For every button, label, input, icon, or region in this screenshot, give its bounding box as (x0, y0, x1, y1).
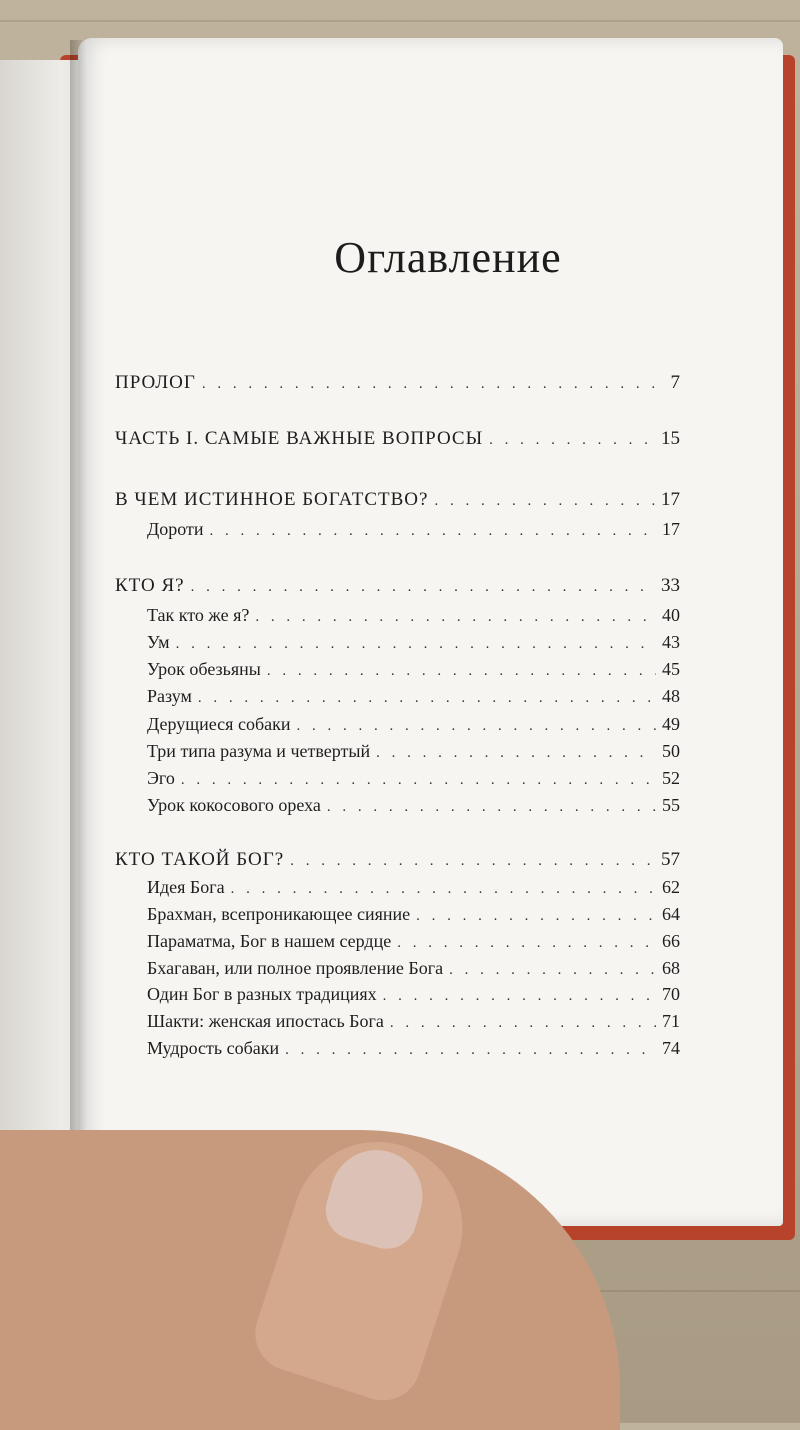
toc-entry-section (147, 632, 680, 653)
leader-dots (181, 772, 656, 789)
toc-entry-section (147, 877, 680, 898)
toc-entry-section (147, 768, 680, 789)
toc-entry-page: 33 (661, 575, 680, 596)
toc-entry-label: Дороти (147, 519, 204, 539)
book-gutter (70, 40, 86, 1225)
toc-entry-page: 48 (662, 686, 680, 706)
toc-entry-page: 17 (661, 489, 680, 510)
toc-entry-label: ПРОЛОГ (115, 372, 196, 393)
toc-entry-label: Параматма, Бог в нашем сердце (147, 931, 392, 951)
leader-dots (210, 523, 656, 540)
toc-entry-page: 43 (662, 632, 680, 652)
leader-dots (267, 663, 656, 680)
toc-entry-label: ЧАСТЬ I. САМЫЕ ВАЖНЫЕ ВОПРОСЫ (115, 428, 484, 449)
toc-entry-label: Ум (147, 632, 170, 652)
leader-dots (397, 935, 656, 952)
toc-entry-page: 50 (662, 741, 680, 761)
leader-dots (434, 493, 655, 510)
toc-entry-page: 74 (662, 1038, 680, 1058)
leader-dots (285, 1042, 656, 1059)
toc-entry-section (147, 984, 680, 1005)
leader-dots (449, 962, 656, 979)
leader-dots (231, 881, 656, 898)
toc-entry-section (147, 1038, 680, 1059)
toc-entry-chapter (115, 489, 680, 511)
table-grain (0, 20, 800, 22)
toc-entry-page: 52 (662, 768, 680, 788)
toc-entry-label: КТО Я? (115, 575, 185, 596)
toc-entry-label: Брахман, всепроникающее сияние (147, 904, 411, 924)
toc-entry-page: 17 (662, 519, 680, 539)
toc-entry-part-1 (115, 428, 680, 450)
toc-entry-page: 55 (662, 795, 680, 815)
toc-entry-section (147, 931, 680, 952)
toc-entry-section (147, 741, 680, 762)
toc-entry-page: 49 (662, 714, 680, 734)
leader-dots (290, 853, 655, 870)
toc-entry-page: 7 (670, 372, 680, 393)
toc-entry-page: 15 (661, 428, 680, 449)
leader-dots (376, 745, 656, 762)
leader-dots (176, 636, 656, 653)
toc-entry-label: Три типа разума и четвертый (147, 741, 371, 761)
toc-entry-label: Урок обезьяны (147, 659, 261, 679)
toc-entry-label: В ЧЕМ ИСТИННОЕ БОГАТСТВО? (115, 489, 429, 510)
toc-entry-page: 62 (662, 877, 680, 897)
leader-dots (327, 799, 656, 816)
page-title: Оглавление (334, 233, 562, 282)
toc-entry-page: 66 (662, 931, 680, 951)
leader-dots (255, 609, 656, 626)
toc-entry-chapter (115, 575, 680, 597)
toc-entry-label: Урок кокосового ореха (147, 795, 321, 815)
toc-entry-label: Бхагаван, или полное проявление Бога (147, 958, 444, 978)
leader-dots (202, 376, 665, 393)
toc-entry-page: 71 (662, 1011, 680, 1031)
leader-dots (198, 690, 656, 707)
toc-entry-page: 45 (662, 659, 680, 679)
toc-entry-label: Идея Бога (147, 877, 225, 897)
toc-entry-label: Мудрость собаки (147, 1038, 280, 1058)
toc-entry-prologue (115, 372, 680, 394)
toc-entry-section (147, 1011, 680, 1032)
leader-dots (383, 988, 656, 1005)
leader-dots (296, 718, 656, 735)
toc-entry-label: КТО ТАКОЙ БОГ? (115, 849, 285, 870)
leader-dots (489, 432, 655, 449)
toc-entry-section (147, 904, 680, 925)
toc-entry-section (147, 659, 680, 680)
toc-entry-section (147, 714, 680, 735)
toc-entry-page: 68 (662, 958, 680, 978)
toc-entry-section (147, 519, 680, 540)
toc-entry-page: 70 (662, 984, 680, 1004)
leader-dots (191, 579, 655, 596)
toc-entry-label: Один Бог в разных традициях (147, 984, 377, 1004)
toc-entry-label: Так кто же я? (147, 605, 250, 625)
toc-entry-page: 57 (661, 849, 680, 870)
toc-entry-page: 40 (662, 605, 680, 625)
toc-entry-section (147, 958, 680, 979)
toc-entry-label: Эго (147, 768, 175, 788)
toc-entry-label: Разум (147, 686, 192, 706)
toc-entry-page: 64 (662, 904, 680, 924)
leader-dots (416, 908, 656, 925)
toc-entry-label: Шакти: женская ипостась Бога (147, 1011, 384, 1031)
leader-dots (390, 1015, 656, 1032)
toc-entry-label: Дерущиеся собаки (147, 714, 291, 734)
toc-entry-section (147, 795, 680, 816)
toc-entry-section (147, 686, 680, 707)
toc-entry-chapter (115, 849, 680, 871)
toc-entry-section (147, 605, 680, 626)
